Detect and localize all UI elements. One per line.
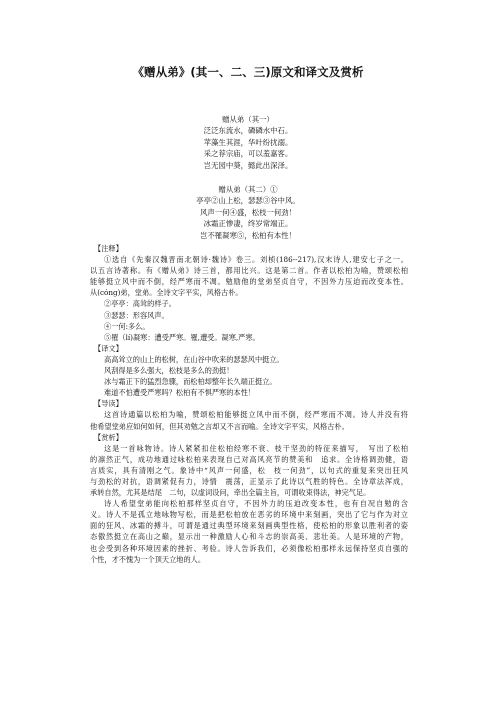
appreciation-line: 也会受到各种环境因素的挫折、考验。诗人告诉我们，必须像松柏那样永远保持坚贞自强的 xyxy=(90,543,408,553)
translation-line: 难道不怕遭受严寒吗？松柏有不惧严寒的本性！ xyxy=(104,388,255,398)
poem-two-line: 亭亭②山上松，瑟瑟③谷中风。 xyxy=(196,196,300,206)
body-text xyxy=(90,243,408,565)
poem-two xyxy=(0,184,496,241)
note-line: ③瑟瑟：形容风声。 xyxy=(104,310,169,320)
appreciation-line: 这是一首咏物诗。诗人紧紧扣住松柏经寒不衰、枝干坚劲的特征来描写， 写出了松柏 xyxy=(104,443,408,453)
guide-line: 他希望堂弟应如何如何，但其劝勉之言却又不言而喻。全诗文字平实，风格古朴。 xyxy=(90,421,349,431)
note-line: ④一何:多么。 xyxy=(104,321,150,331)
appreciation-line: 义。诗人不是孤立地咏物写松，而是把松柏放在恶劣的环境中来刻画，突出了它与作为对立 xyxy=(90,510,408,520)
poem-two-line: 岂不罹凝寒⑤，松柏有本性！ xyxy=(199,230,297,240)
appreciation-line: 与劲松的对抗，语调紧促有力，诗情 震荡，正显示了此诗以气胜的特色。全诗章法浑成， xyxy=(90,476,408,486)
guide-line: 这首诗通篇以松柏为喻，赞颂松柏能够挺立风中而不倒，经严寒而不凋。诗人并没有将 xyxy=(104,410,408,420)
poem-one-line: 苹藻生其涯，华叶纷扰溺。 xyxy=(203,137,293,147)
note-line: ①选自《先秦汉魏晋南北朝诗·魏诗》卷三。刘桢(186--217),汉末诗人,建安七子之一。 xyxy=(104,255,408,265)
note-line: 从(cóng)弟，堂弟。全诗文字平实，风格古朴。 xyxy=(90,288,243,298)
translation-line: 风刮得是多么强大，松枝是多么的劲挺！ xyxy=(104,366,234,376)
translation-line: 冰与霜正下的猛烈急骤，而松柏却整年长久端正挺立。 xyxy=(104,377,277,387)
section-heading-translation: 【译文】 xyxy=(94,343,123,353)
poem-one-line: 采之荐宗庙，可以羞嘉客。 xyxy=(203,149,293,159)
section-heading-appreciation: 【赏析】 xyxy=(94,432,123,442)
section-heading-notes: 【注释】 xyxy=(94,244,123,253)
appreciation-line: 承转自然，尤其是结尾 二句，以虚词设问，牵出全篇主旨，可谓收束得法，神完气足。 xyxy=(90,488,371,498)
page-title: 《赠从弟》(其一、二、三)原文和译文及赏析 xyxy=(132,65,364,79)
poem-one xyxy=(0,114,496,171)
translation-line: 高高耸立的山上的松树，在山谷中吹来的瑟瑟风中挺立。 xyxy=(104,354,284,364)
appreciation-line: 言质实，具有清刚之气。象诗中“风声一何盛，松 枝一何劲”，以句式的重复来突出狂风 xyxy=(90,465,408,475)
appreciation-line: 态傲然挺立在高山之巅，显示出一种激励人心和斗志的崇高美、悲壮美。人是环境的产物， xyxy=(90,532,408,542)
note-line: ②亭亭：高耸的样子。 xyxy=(104,299,176,309)
poem-one-line: 泛泛东流水，磷磷水中石。 xyxy=(203,126,293,136)
poem-two-line: 冰霜正惨凄，终岁常端正。 xyxy=(203,219,293,229)
appreciation-line: 的凛然正气，成功地通过咏松柏来表现自己对高风亮节的赞美和 追求。全诗格调劲健，语 xyxy=(90,454,408,464)
appreciation-line: 个性，才不愧为一个顶天立地的人。 xyxy=(90,554,206,564)
poem-one-line: 岂无园中葵，懿此出深泽。 xyxy=(203,160,293,170)
poem-two-heading: 赠从弟（其二）① xyxy=(218,185,278,194)
section-heading-guide: 【导读】 xyxy=(94,399,123,409)
note-line: ⑤罹（lí)凝寒：遭受严寒。罹,遭受。凝寒,严寒。 xyxy=(104,332,260,342)
poem-one-heading: 赠从弟（其一） xyxy=(222,115,274,124)
poem-two-line: 风声一何④盛，松枝一何劲！ xyxy=(199,207,297,217)
note-line: 以五言诗著称。有《赠从弟》诗三首，都用比兴。这是第二首。作者以松柏为喻，赞颂松柏 xyxy=(90,266,408,276)
appreciation-line: 面的狂风、冰霜的搏斗，可谓是通过典型环境来刻画典型性格，使松柏的形象以胜利者的姿 xyxy=(90,521,408,531)
appreciation-line: 诗人希望堂弟能向松柏那样坚贞自守，不因外力的压迫改变本性，也有自况自勉的含 xyxy=(104,499,408,509)
note-line: 能够挺立风中而不倒，经严寒而不凋。勉励他的堂弟坚贞自守，不因外力压迫而改变本性。 xyxy=(90,277,408,287)
